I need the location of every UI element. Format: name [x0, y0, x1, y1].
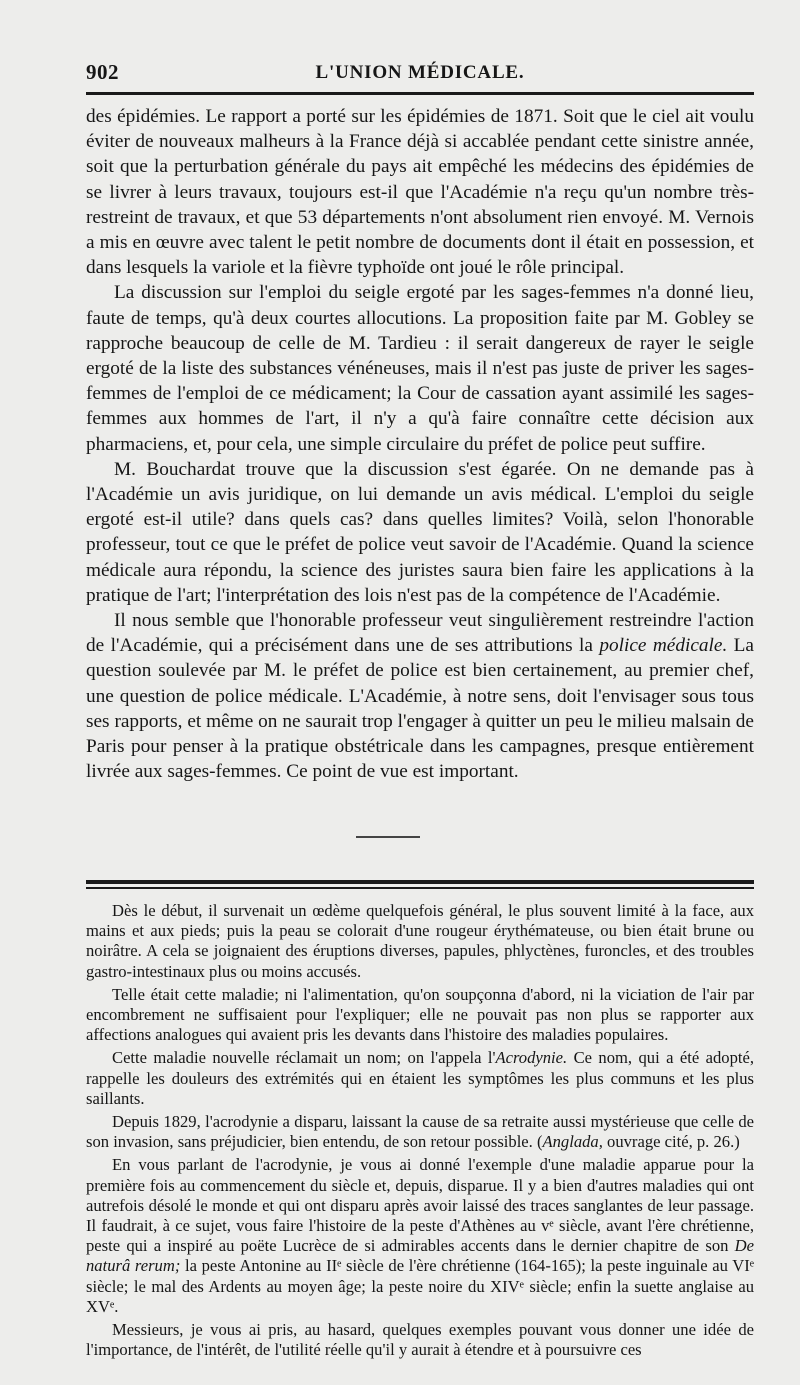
header-rule	[86, 92, 754, 95]
feuilleton-paragraph: Dès le début, il survenait un œdème quelquefois général, le plus souvent limité à la face, aux mains et aux pieds; puis la peau se colorait d'une rougeur érythémateuse, ou bien était brune ou noirâtre. A cela se joignaient des éruptions diverses, papules, phlyctènes, furoncles, et des troubles gastro-intestinaux plus ou moins accusés.	[86, 901, 754, 981]
italic-term: Acrodynie.	[495, 1048, 568, 1068]
paragraph-text: la peste Antonine au IIᵉ siècle de l'ère chrétienne (164-165); la peste inguinale au VIᵉ siècle; le mal des Ardents au moyen âge; la peste noire du XIVᵉ siècle; enfin la suette anglaise au XVᵉ.	[86, 1256, 754, 1316]
article-paragraph: M. Bouchardat trouve que la discussion s'est égarée. On ne demande pas à l'Académie un avis juridique, on lui demande un avis médical. L'emploi du seigle ergoté est-il utile? dans quels cas? dans quelles limites? Voilà, selon l'honorable professeur, tout ce que le préfet de police veut savoir de l'Académie. Quand la science médicale aura répondu, la science des juristes saura bien faire les applications à la pratique de l'art; l'interprétation des lois n'est pas de la compétence de l'Académie.	[86, 458, 754, 606]
paragraph-text: Cette maladie nouvelle réclamait un nom; on l'appela l'	[112, 1048, 496, 1068]
page-header	[86, 58, 754, 90]
feuilleton-rule-thin	[86, 887, 754, 889]
italic-term: police médicale.	[599, 635, 728, 657]
paragraph-text: La question soulevée par M. le préfet de police est bien certainement, au premier chef, une question de police médicale. L'Académie, à notre sens, doit l'envisager sous tous ses rapports, et même on ne saurait trop l'engager à quitter un peu le milieu malsain de Paris pour penser à la pratique obstétricale dans les campagnes, presque entièrement livrée aux sages-femmes. Ce point de vue est important.	[86, 635, 754, 783]
article-paragraph: La discussion sur l'emploi du seigle ergoté par les sages-femmes n'a donné lieu, faute de temps, qu'à deux courtes allocutions. La proposition faite par M. Gobley se rapproche beaucoup de celle de M. Tardieu : il serait dangereux de rayer le seigle ergoté de la liste des substances vénéneuses, mais il n'est pas juste de priver les sages-femmes de l'emploi de ce médicament; la Cour de cassation ayant assimilé les sages-femmes aux hommes de l'art, il n'y a qu'à faire connaître cette décision aux pharmaciens, et, pour cela, une simple circulaire du préfet de police peut suffire.	[86, 282, 754, 455]
paragraph-text: Ce nom, qui a été adopté, rappelle les douleurs des extrémités qui en étaient les symptômes les plus communs et les plus saillants.	[86, 1048, 754, 1108]
running-title: L'UNION MÉDICALE.	[315, 62, 525, 83]
feuilleton-paragraph: Telle était cette maladie; ni l'alimentation, qu'on soupçonna d'abord, ni la viciation de l'air par encombrement ne suffisaient pour l'expliquer; elle ne pouvait pas non plus se rapporter aux affections analogues qui avaient pris les devants dans l'histoire des maladies populaires.	[86, 984, 754, 1045]
italic-title: De naturâ rerum;	[86, 1236, 754, 1276]
feuilleton-paragraph	[86, 1155, 754, 1317]
paragraph-text: En vous parlant de l'acrodynie, je vous ai donné l'exemple d'une maladie apparue pour la première fois au commencement du siècle et, depuis, disparue. Il y a bien d'autres maladies qui ont autrefois désolé le monde et qui ont disparu après avoir laissé des traces sanglantes de leur passage. Il faudrait, à ce sujet, vous faire l'histoire de la peste d'Athènes au vᵉ siècle, avant l'ère chrétienne, peste qui a inspiré au poëte Lucrèce de si admirables accents dans le dernier chapitre de son	[86, 1155, 754, 1256]
feuilleton-paragraph	[86, 1112, 754, 1152]
main-article	[86, 104, 754, 784]
feuilleton-paragraph: Messieurs, je vous ai pris, au hasard, quelques exemples pouvant vous donner une idée de l'importance, de l'intérêt, de l'utilité réelle qu'il y aurait à étendre et à poursuivre ces	[86, 1320, 754, 1360]
article-paragraph	[86, 608, 754, 784]
feuilleton-section	[86, 901, 754, 1363]
page-number: 902	[86, 60, 119, 84]
italic-citation: Anglada,	[542, 1132, 603, 1152]
feuilleton-paragraph	[86, 1048, 754, 1109]
paragraph-text: ouvrage cité, p. 26.)	[602, 1132, 740, 1152]
article-paragraph: des épidémies. Le rapport a porté sur les épidémies de 1871. Soit que le ciel ait voulu éviter de nouveaux malheurs à la France déjà si accablée pendant cette sinistre année, soit que la perturbation générale du pays ait empêché les médecins des épidémies de se livrer à leurs travaux, toujours est-il que l'Académie n'a reçu qu'un nombre très-restreint de travaux, et que 53 départements n'ont absolument rien envoyé. M. Vernois a mis en œuvre avec talent le petit nombre de documents dont il était en possession, et dans lesquels la variole et la fièvre typhoïde ont joué le rôle principal.	[86, 106, 754, 279]
feuilleton-rule-thick	[86, 880, 754, 884]
paragraph-text: Depuis 1829, l'acrodynie a disparu, laissant la cause de sa retraite aussi mystérieuse que celle de son invasion, sans préjudicier, bien entendu, de son retour possible. (	[86, 1112, 754, 1152]
paragraph-text: Il nous semble que l'honorable professeur veut singulièrement restreindre l'action de l'Académie, qui a précisément dans une de ses attributions la	[86, 610, 754, 657]
section-separator	[356, 836, 420, 838]
